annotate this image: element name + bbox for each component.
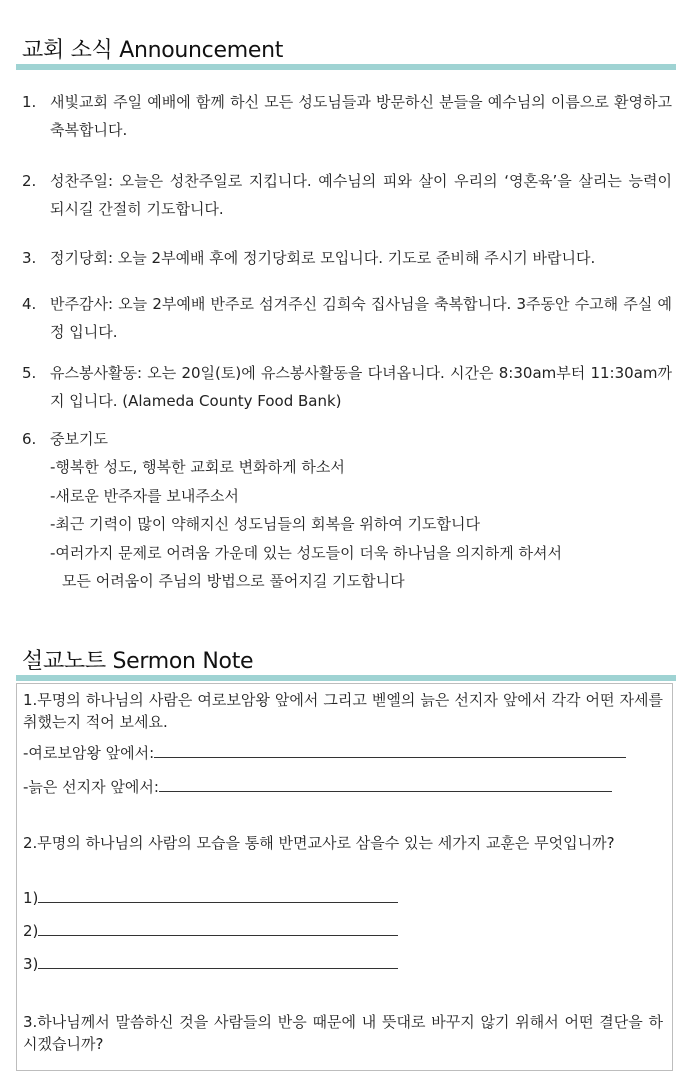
item-text: 반주감사: 오늘 2부예배 반주로 섬겨주신 김희숙 집사님을 축복합니다. 3주동안 수고해 주실 예정 입니다. [50,295,672,341]
answer-label: -늙은 선지자 앞에서: [23,778,159,796]
answer-line-old-prophet[interactable] [23,776,612,798]
announcement-item-1 [22,88,672,144]
sermon-note-divider [16,675,676,681]
sermon-note-box [16,683,673,1071]
item-number: 3. [22,249,37,267]
prayer-item: -새로운 반주자를 보내주소서 [50,486,239,505]
blank-line[interactable] [38,920,398,936]
blank-line[interactable] [38,953,398,969]
answer-label: 3) [23,955,39,973]
prayer-item: -최근 기력이 많이 약해지신 성도님들의 회복을 위하여 기도합니다 [50,515,481,533]
answer-line-lesson-1[interactable] [23,887,398,909]
answer-label: 2) [23,922,39,940]
item-text: 새빛교회 주일 예배에 함께 하신 모든 성도님들과 방문하신 분들을 예수님의 이름으로 환영하고 축복합니다. [50,93,672,139]
announcement-item-5 [22,359,672,415]
answer-line-jeroboam[interactable] [23,742,626,764]
announcement-title: 교회 소식 Announcement [22,38,284,63]
answer-line-lesson-2[interactable] [23,920,398,942]
answer-label: 1) [23,889,39,907]
announcement-item-4 [22,290,672,346]
prayer-item-continued: 모든 어려움이 주님의 방법으로 풀어지길 기도합니다 [62,572,405,590]
item-text: 유스봉사활동: 오는 20일(토)에 유스봉사활동을 다녀옵니다. 시간은 8:30am부터 11:30am까지 입니다. (Alameda County Food Bank) [50,364,672,410]
question-1: 1.무명의 하나님의 사람은 여로보암왕 앞에서 그리고 벧엘의 늙은 선지자 앞에서 각각 어떤 자세를 취했는지 적어 보세요. [23,691,663,731]
blank-line[interactable] [154,742,626,758]
sermon-note-title: 설교노트 Sermon Note [22,649,254,674]
item-number: 2. [22,172,37,190]
question-2: 2.무명의 하나님의 사람의 모습을 통해 반면교사로 삼을수 있는 세가지 교훈은 무엇입니까? [23,834,615,852]
answer-label: -여로보암왕 앞에서: [23,744,155,762]
prayer-item: -여러가지 문제로 어려움 가운데 있는 성도들이 더욱 하나님을 의지하게 하셔서 [50,543,563,562]
item-text: 중보기도 [50,430,108,448]
prayer-item: -행복한 성도, 행복한 교회로 변화하게 하소서 [50,458,345,476]
item-number: 4. [22,295,37,313]
question-3: 3.하나님께서 말씀하신 것을 사람들의 반응 때문에 내 뜻대로 바꾸지 않기 위해서 어떤 결단을 하시겠습니까? [23,1013,663,1053]
blank-line[interactable] [38,887,398,903]
announcement-divider [16,64,676,70]
item-number: 6. [22,430,37,448]
item-text: 정기당회: 오늘 2부예배 후에 정기당회로 모입니다. 기도로 준비해 주시기 바랍니다. [50,249,596,267]
blank-line[interactable] [159,776,612,792]
announcement-item-2 [22,167,672,223]
item-text: 성찬주일: 오늘은 성찬주일로 지킵니다. 예수님의 피와 살이 우리의 ‘영혼육’을 살리는 능력이 되시길 간절히 기도합니다. [50,172,672,218]
item-number: 1. [22,93,37,111]
answer-line-lesson-3[interactable] [23,953,398,975]
item-number: 5. [22,364,37,382]
announcement-item-6 [22,425,672,596]
announcement-item-3 [22,244,672,272]
